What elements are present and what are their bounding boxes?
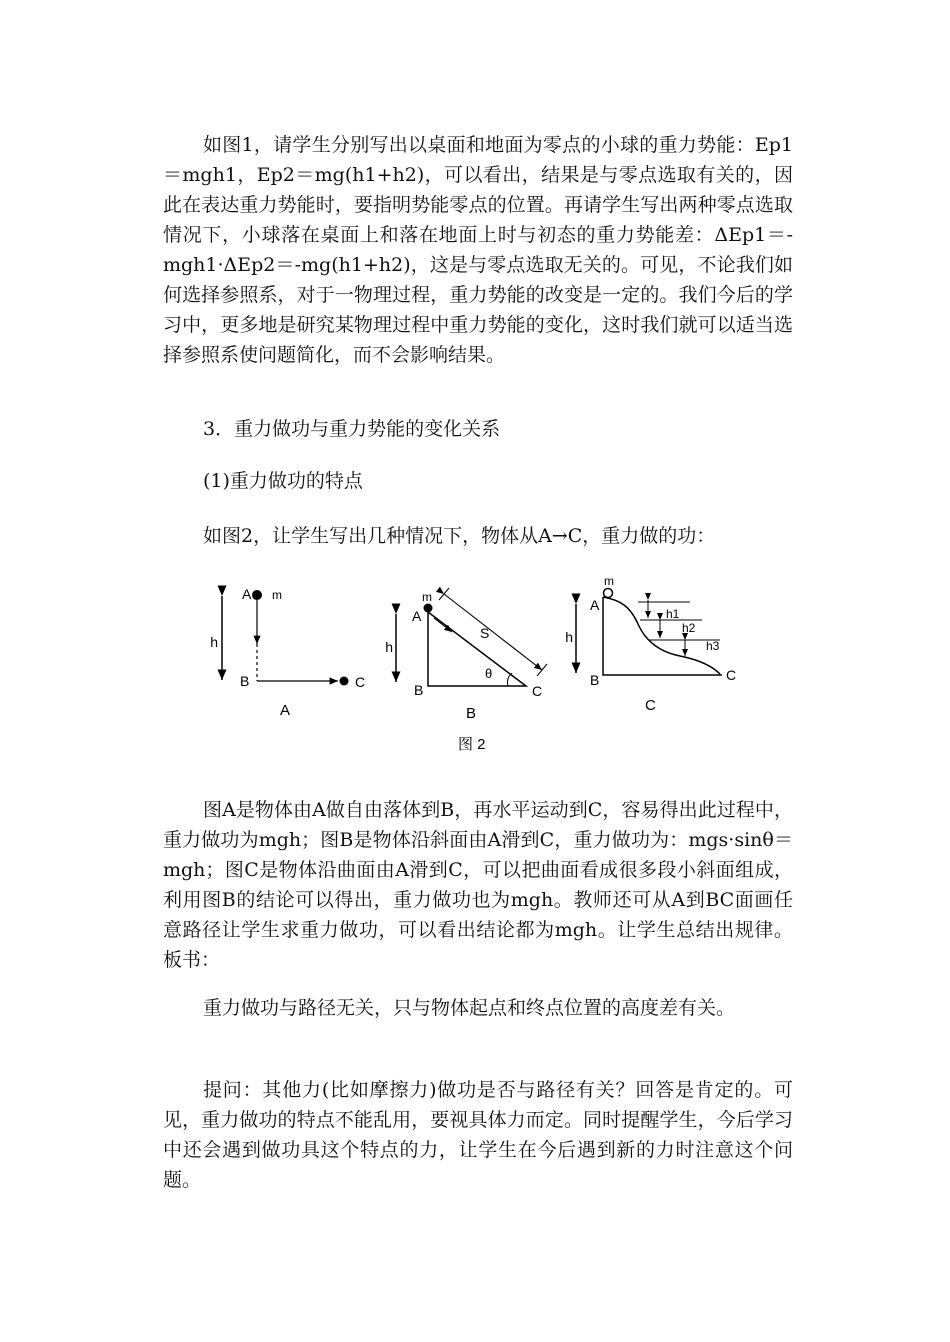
panel-b-point-a: A: [412, 608, 422, 624]
section-heading: 3．重力做功与重力势能的变化关系: [203, 418, 501, 440]
paragraph-potential-energy: 如图1，请学生分别写出以桌面和地面为零点的小球的重力势能：Ep1＝mgh1，Ep2＝mg(h1+h2)，可以看出，结果是与零点选取有关的，因此在表达重力势能时，要指明势能零点的位置。再请学生写出两种零点选取情况下，小球落在桌面上和落在地面上时与初态的重力势能差：ΔEp1＝-mgh1·ΔEp2＝-mg(h1+h2)，这是与零点选取无关的。可见，不论我们如何选择参照系，对于一物理过程，重力势能的改变是一定的。我们今后的学习中，更多地是研究某物理过程中重力势能的变化，这时我们就可以适当选择参照系使问题简化，而不会影响结果。: [163, 134, 793, 366]
figure-caption: 图 2: [458, 736, 486, 753]
paragraph-rule: 重力做功与路径无关，只与物体起点和终点位置的高度差有关。: [203, 997, 736, 1019]
panel-b-slope-label: S: [480, 625, 490, 641]
panel-a-height-label: h: [210, 634, 218, 650]
panel-c-ball: [604, 589, 613, 598]
panel-a-point-a: A: [242, 586, 252, 602]
panel-a-label: A: [280, 702, 291, 719]
panel-b-height-label: h: [385, 639, 393, 655]
panel-c-h1-label: h1: [666, 607, 680, 621]
panel-a-point-c: C: [355, 674, 366, 690]
paragraph-question: 提问：其他力(比如摩擦力)做功是否与路径有关？回答是肯定的。可见，重力做功的特点不能乱用，要视具体力而定。同时提醒学生，今后学习中还会遇到做功具这个特点的力，让学生在今后遇到新的力时注意这个问题。: [163, 1079, 793, 1191]
panel-a: [210, 586, 365, 719]
paragraph-explanation: 图A是物体由A做自由落体到B，再水平运动到C，容易得出此过程中，重力做功为mgh；图B是物体沿斜面由A滑到C，重力做功为：mgs·sinθ＝mgh；图C是物体沿曲面由A滑到C，可以把曲面看成很多段小斜面组成，利用图B的结论可以得出，重力做功也为mgh。教师还可从A到BC面画任意路径让学生求重力做功，可以看出结论都为mgh。让学生总结出规律。板书：: [163, 799, 793, 971]
panel-b-label: B: [466, 705, 477, 722]
panel-c-point-a: A: [590, 597, 600, 613]
figure-2: [190, 572, 770, 762]
panel-b-angle-label: θ: [485, 666, 493, 681]
panel-b-point-c: C: [532, 683, 543, 699]
panel-c-h3-label: h3: [706, 639, 720, 653]
panel-c-h2-label: h2: [682, 621, 696, 635]
panel-a-end-ball: [340, 677, 349, 686]
panel-a-mass: m: [272, 588, 282, 602]
paragraph-figure-intro: 如图2，让学生写出几种情况下，物体从A→C，重力做的功：: [203, 525, 716, 547]
panel-b-point-b: B: [414, 682, 424, 698]
panel-a-ball: [252, 590, 262, 600]
panel-c: [565, 574, 736, 714]
panel-c-mass: m: [604, 574, 614, 588]
panel-c-point-b: B: [590, 672, 600, 688]
panel-b-mass: m: [422, 590, 432, 604]
panel-a-point-b: B: [240, 673, 250, 689]
panel-c-label: C: [645, 697, 656, 714]
panel-b: [385, 588, 547, 722]
subsection-heading: (1)重力做功的特点: [203, 470, 363, 492]
panel-b-ball: [424, 604, 433, 613]
panel-c-height-label: h: [565, 629, 573, 645]
panel-c-point-c: C: [726, 667, 737, 683]
